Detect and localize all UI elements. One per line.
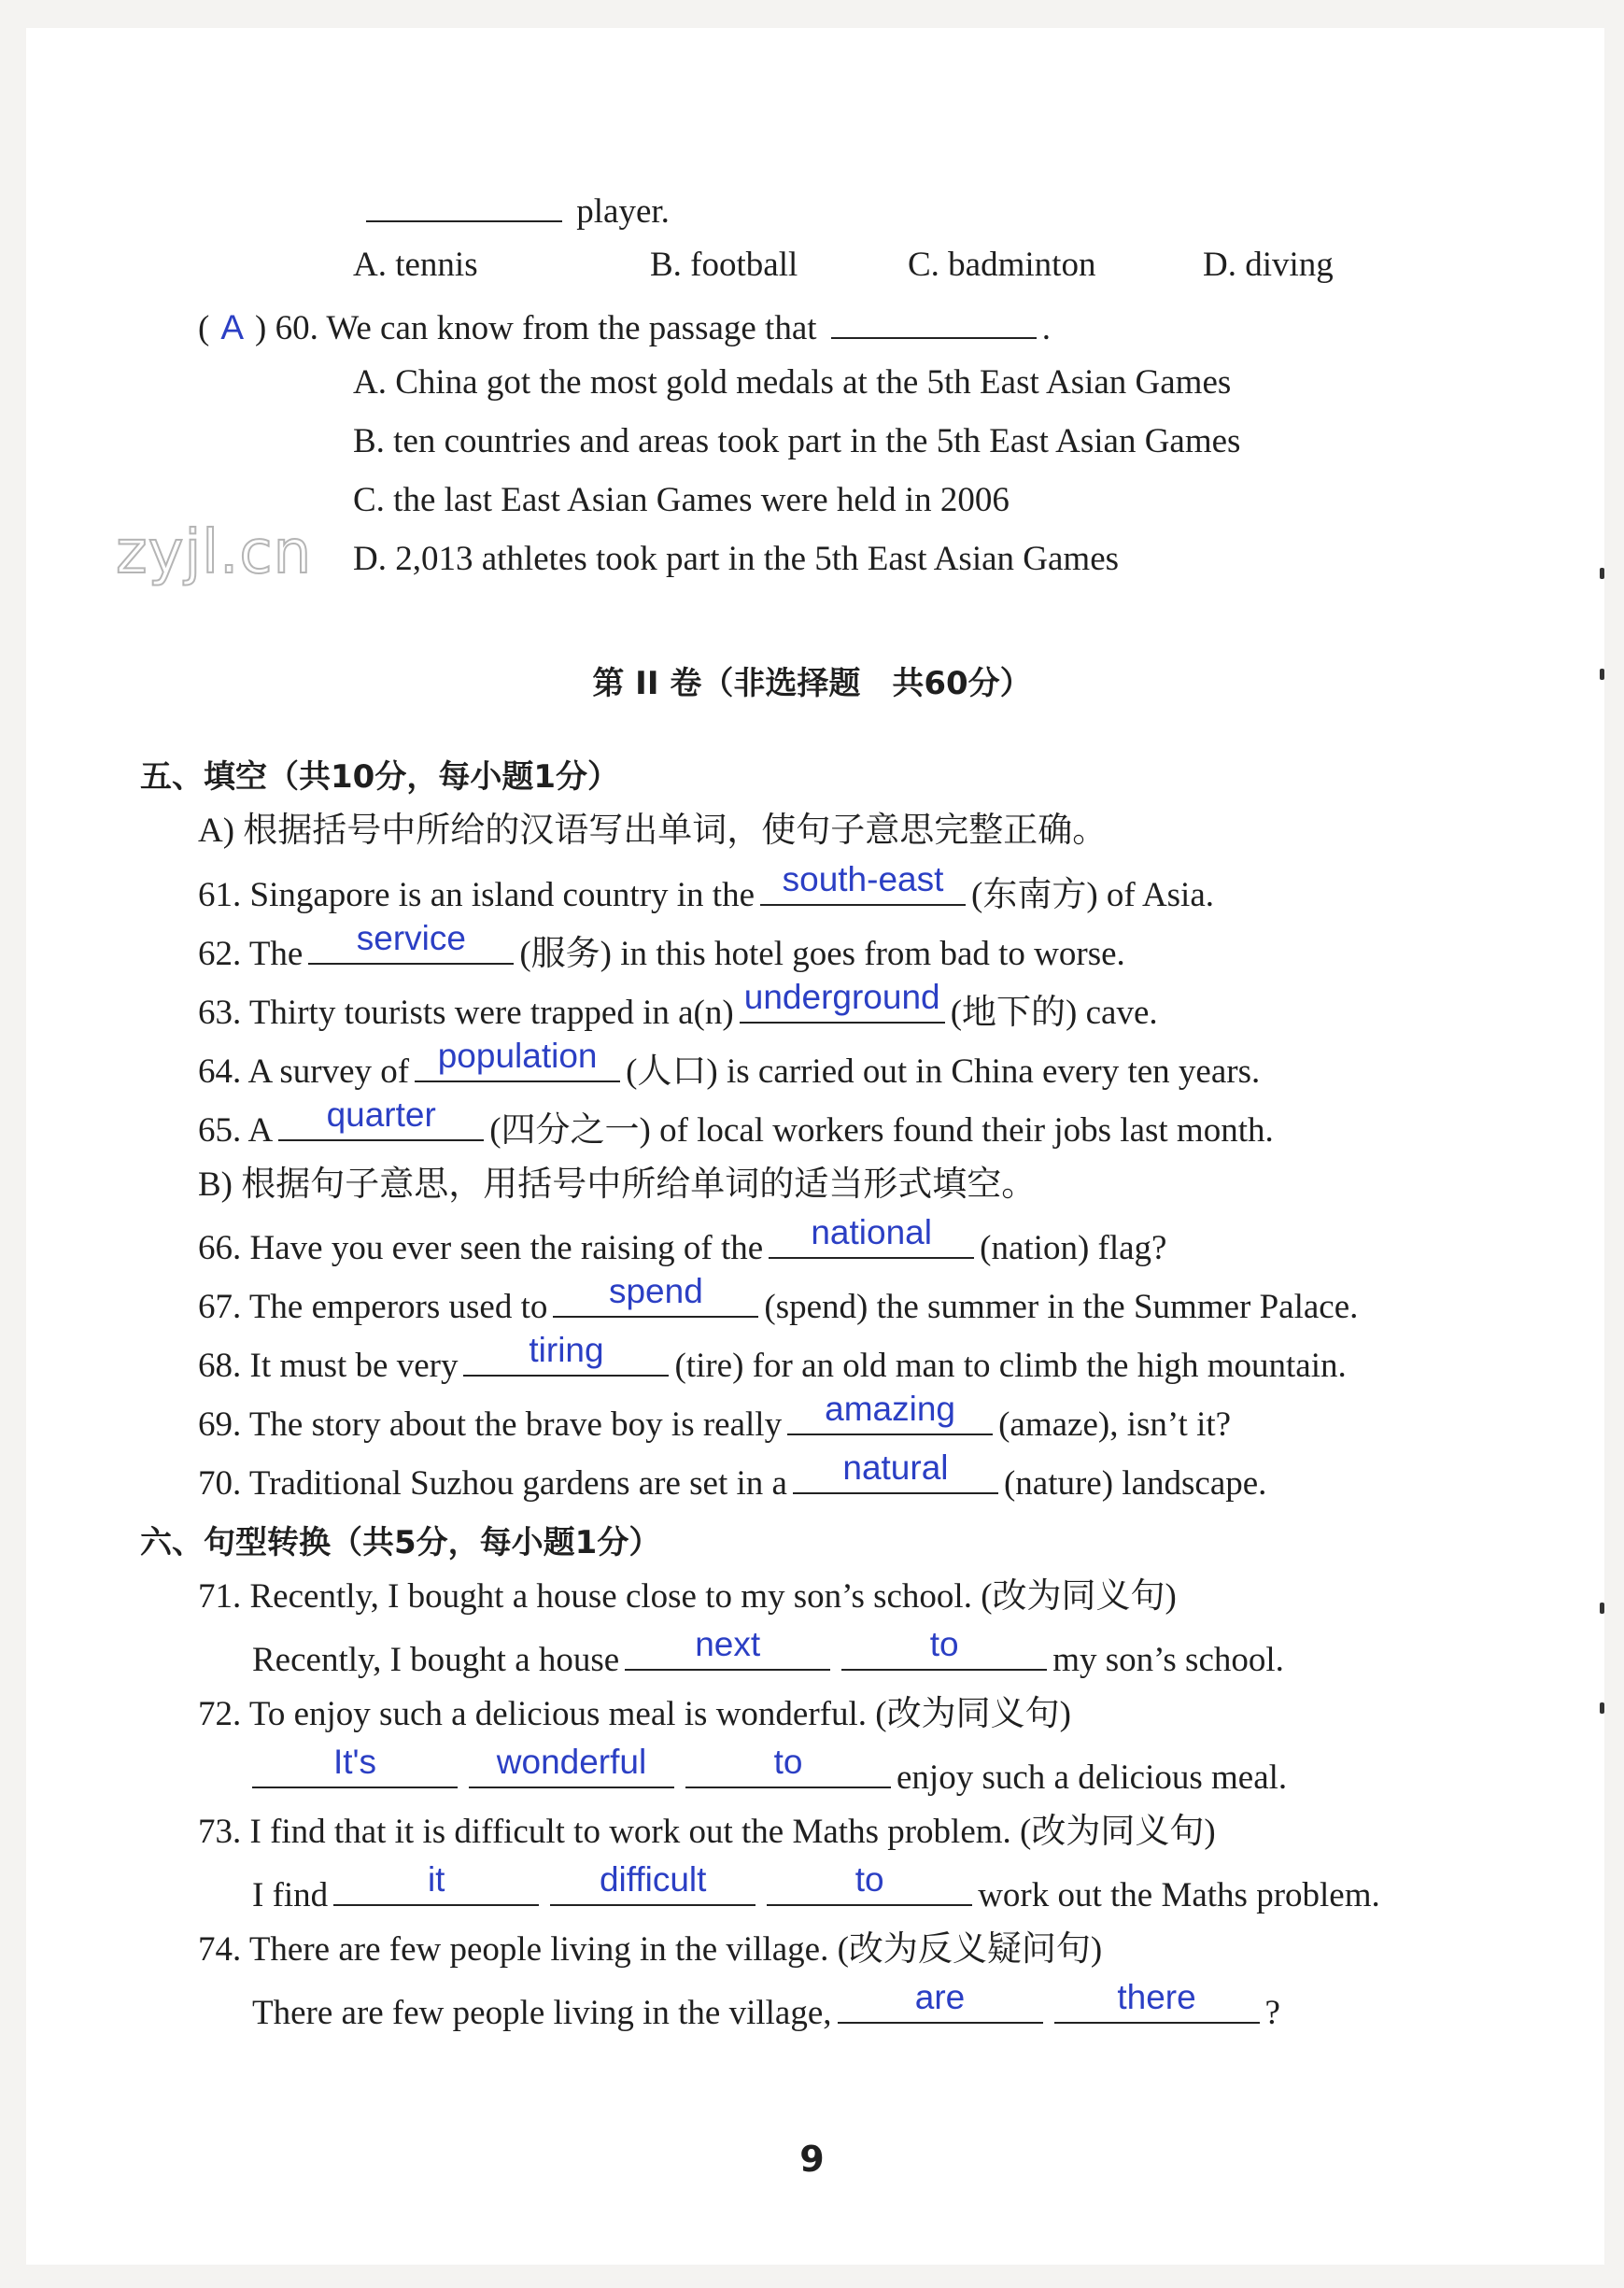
- q69-blank[interactable]: [787, 1390, 993, 1435]
- binding-mark: [1600, 669, 1604, 680]
- q67-pre: 67. The emperors used to: [198, 1288, 548, 1326]
- q59-option-b: B. football: [650, 246, 798, 284]
- q64-post: (人口) is carried out in China every ten years.: [626, 1052, 1261, 1091]
- q67-answer: spend: [608, 1272, 703, 1310]
- q59-blank[interactable]: [366, 187, 562, 222]
- q61-line: [198, 860, 1215, 916]
- q66-line: [198, 1213, 1167, 1269]
- q68-pre: 68. It must be very: [198, 1347, 459, 1385]
- q72-answer-2: wonderful: [496, 1743, 647, 1781]
- q72-blank-1[interactable]: [252, 1743, 458, 1788]
- q73-answer-1: it: [427, 1860, 445, 1899]
- q69-answer: amazing: [825, 1390, 956, 1428]
- section5-part-b: B) 根据句子意思，用括号中所给单词的适当形式填空。: [198, 1165, 1037, 1204]
- q73-pre: I find: [252, 1876, 329, 1914]
- binding-mark: [1600, 568, 1604, 579]
- q61-answer: south-east: [782, 860, 944, 898]
- q71-post: my son’s school.: [1052, 1641, 1284, 1679]
- q59-options: [0, 245, 1624, 286]
- q70-line: [198, 1448, 1267, 1504]
- q67-line: [198, 1272, 1359, 1328]
- q63-blank[interactable]: [740, 978, 945, 1024]
- q66-answer: national: [811, 1213, 932, 1251]
- q59-tail: player.: [576, 192, 670, 231]
- q69-post: (amaze), isn’t it?: [998, 1405, 1232, 1444]
- q72-answer-line: [247, 1743, 1288, 1799]
- q74-answer-line: [252, 1978, 1280, 2034]
- q71-answer-1: next: [695, 1625, 761, 1663]
- q66-pre: 66. Have you ever seen the raising of the: [198, 1229, 764, 1267]
- q73-post: work out the Maths problem.: [978, 1876, 1380, 1914]
- q67-blank[interactable]: [553, 1272, 758, 1318]
- q68-answer: tiring: [529, 1331, 604, 1369]
- q59-option-c: C. badminton: [908, 246, 1096, 284]
- q60-option-b: B. ten countries and areas took part in the 5th East Asian Games: [353, 422, 1241, 460]
- q61-pre: 61. Singapore is an island country in the: [198, 876, 756, 914]
- q60-option-d: D. 2,013 athletes took part in the 5th East Asian Games: [353, 540, 1120, 578]
- part2-title: 第 II 卷（非选择题 共60分）: [592, 665, 1032, 702]
- q60-option-a: A. China got the most gold medals at the 5th East Asian Games: [353, 363, 1232, 402]
- q73-blank-3[interactable]: [767, 1860, 972, 1906]
- q71-pre: Recently, I bought a house: [252, 1641, 620, 1679]
- q60-close-bracket: ): [255, 309, 267, 347]
- watermark: zyjl.cn: [116, 518, 313, 587]
- page-number: 9: [799, 2139, 825, 2180]
- q71-prompt: 71. Recently, I bought a house close to my son’s school. (改为同义句): [198, 1577, 1177, 1616]
- q72-post: enjoy such a delicious meal.: [897, 1758, 1288, 1797]
- q60-blank[interactable]: [831, 304, 1037, 339]
- binding-mark: [1600, 1603, 1604, 1614]
- q71-answer-line: [252, 1625, 1284, 1681]
- q62-blank[interactable]: [308, 919, 514, 965]
- q65-pre: 65. A: [198, 1111, 274, 1150]
- q74-prompt: 74. There are few people living in the village. (改为反义疑问句): [198, 1930, 1103, 1969]
- q70-blank[interactable]: [793, 1448, 998, 1494]
- q70-pre: 70. Traditional Suzhou gardens are set in a: [198, 1464, 787, 1503]
- q64-answer: population: [437, 1037, 598, 1075]
- q63-line: [198, 978, 1158, 1034]
- q67-post: (spend) the summer in the Summer Palace.: [764, 1288, 1359, 1326]
- q65-post: (四分之一) of local workers found their jobs last month.: [489, 1111, 1274, 1150]
- q66-blank[interactable]: [769, 1213, 974, 1259]
- q62-answer: service: [356, 919, 466, 957]
- q60-answer[interactable]: A: [220, 308, 245, 346]
- q74-post: ?: [1264, 1994, 1280, 2032]
- q62-line: [198, 919, 1125, 975]
- q74-blank-2[interactable]: [1054, 1978, 1260, 2024]
- q62-post: (服务) in this hotel goes from bad to worse.: [519, 935, 1125, 973]
- q60-stem: 60. We can know from the passage that: [275, 309, 817, 347]
- q73-blank-1[interactable]: [333, 1860, 539, 1906]
- section5-title: 五、填空（共10分，每小题1分）: [140, 758, 619, 796]
- q64-pre: 64. A survey of: [198, 1052, 410, 1091]
- q73-answer-2: difficult: [599, 1860, 707, 1899]
- q74-answer-2: there: [1117, 1978, 1196, 2016]
- q73-prompt: 73. I find that it is difficult to work out the Maths problem. (改为同义句): [198, 1813, 1216, 1851]
- q59-tail-line: [360, 187, 670, 233]
- q70-answer: natural: [842, 1448, 949, 1487]
- q61-blank[interactable]: [760, 860, 966, 906]
- q65-blank[interactable]: [278, 1095, 484, 1141]
- q62-pre: 62. The: [198, 935, 304, 973]
- q74-pre: There are few people living in the village,: [252, 1994, 832, 2032]
- binding-mark: [1600, 1702, 1604, 1714]
- q64-line: [198, 1037, 1261, 1093]
- q60-stem-line: [198, 304, 1051, 349]
- q72-answer-3: to: [773, 1743, 803, 1781]
- q68-line: [198, 1331, 1347, 1387]
- q72-answer-1: It's: [332, 1743, 377, 1781]
- q72-blank-2[interactable]: [469, 1743, 674, 1788]
- section6-title: 六、句型转换（共5分，每小题1分）: [140, 1524, 661, 1561]
- q65-line: [198, 1095, 1274, 1151]
- q73-answer-3: to: [854, 1860, 884, 1899]
- q73-answer-line: [252, 1860, 1380, 1916]
- q63-answer: underground: [743, 978, 940, 1016]
- q63-post: (地下的) cave.: [950, 994, 1158, 1032]
- q65-answer: quarter: [326, 1095, 436, 1134]
- q71-answer-2: to: [929, 1625, 959, 1663]
- q70-post: (nature) landscape.: [1003, 1464, 1267, 1503]
- q68-post: (tire) for an old man to climb the high mountain.: [674, 1347, 1347, 1385]
- q60-open-bracket: (: [198, 309, 210, 347]
- q69-line: [198, 1390, 1232, 1446]
- q72-blank-3[interactable]: [685, 1743, 891, 1788]
- q64-blank[interactable]: [415, 1037, 620, 1082]
- q71-blank-1[interactable]: [625, 1625, 830, 1671]
- q71-blank-2[interactable]: [841, 1625, 1047, 1671]
- q63-pre: 63. Thirty tourists were trapped in a(n): [198, 994, 734, 1032]
- q74-blank-1[interactable]: [838, 1978, 1043, 2024]
- q68-blank[interactable]: [463, 1331, 669, 1377]
- q59-option-a: A. tennis: [353, 246, 478, 284]
- section5-part-a: A) 根据括号中所给的汉语写出单词，使句子意思完整正确。: [198, 812, 1108, 850]
- q66-post: (nation) flag?: [980, 1229, 1167, 1267]
- q69-pre: 69. The story about the brave boy is really: [198, 1405, 783, 1444]
- q60-end: .: [1041, 309, 1052, 347]
- q60-option-c: C. the last East Asian Games were held in 2006: [353, 481, 1010, 519]
- q72-prompt: 72. To enjoy such a delicious meal is wonderful. (改为同义句): [198, 1695, 1071, 1733]
- q61-post: (东南方) of Asia.: [971, 876, 1215, 914]
- q74-answer-1: are: [914, 1978, 966, 2016]
- q73-blank-2[interactable]: [550, 1860, 756, 1906]
- q59-option-d: D. diving: [1203, 246, 1334, 284]
